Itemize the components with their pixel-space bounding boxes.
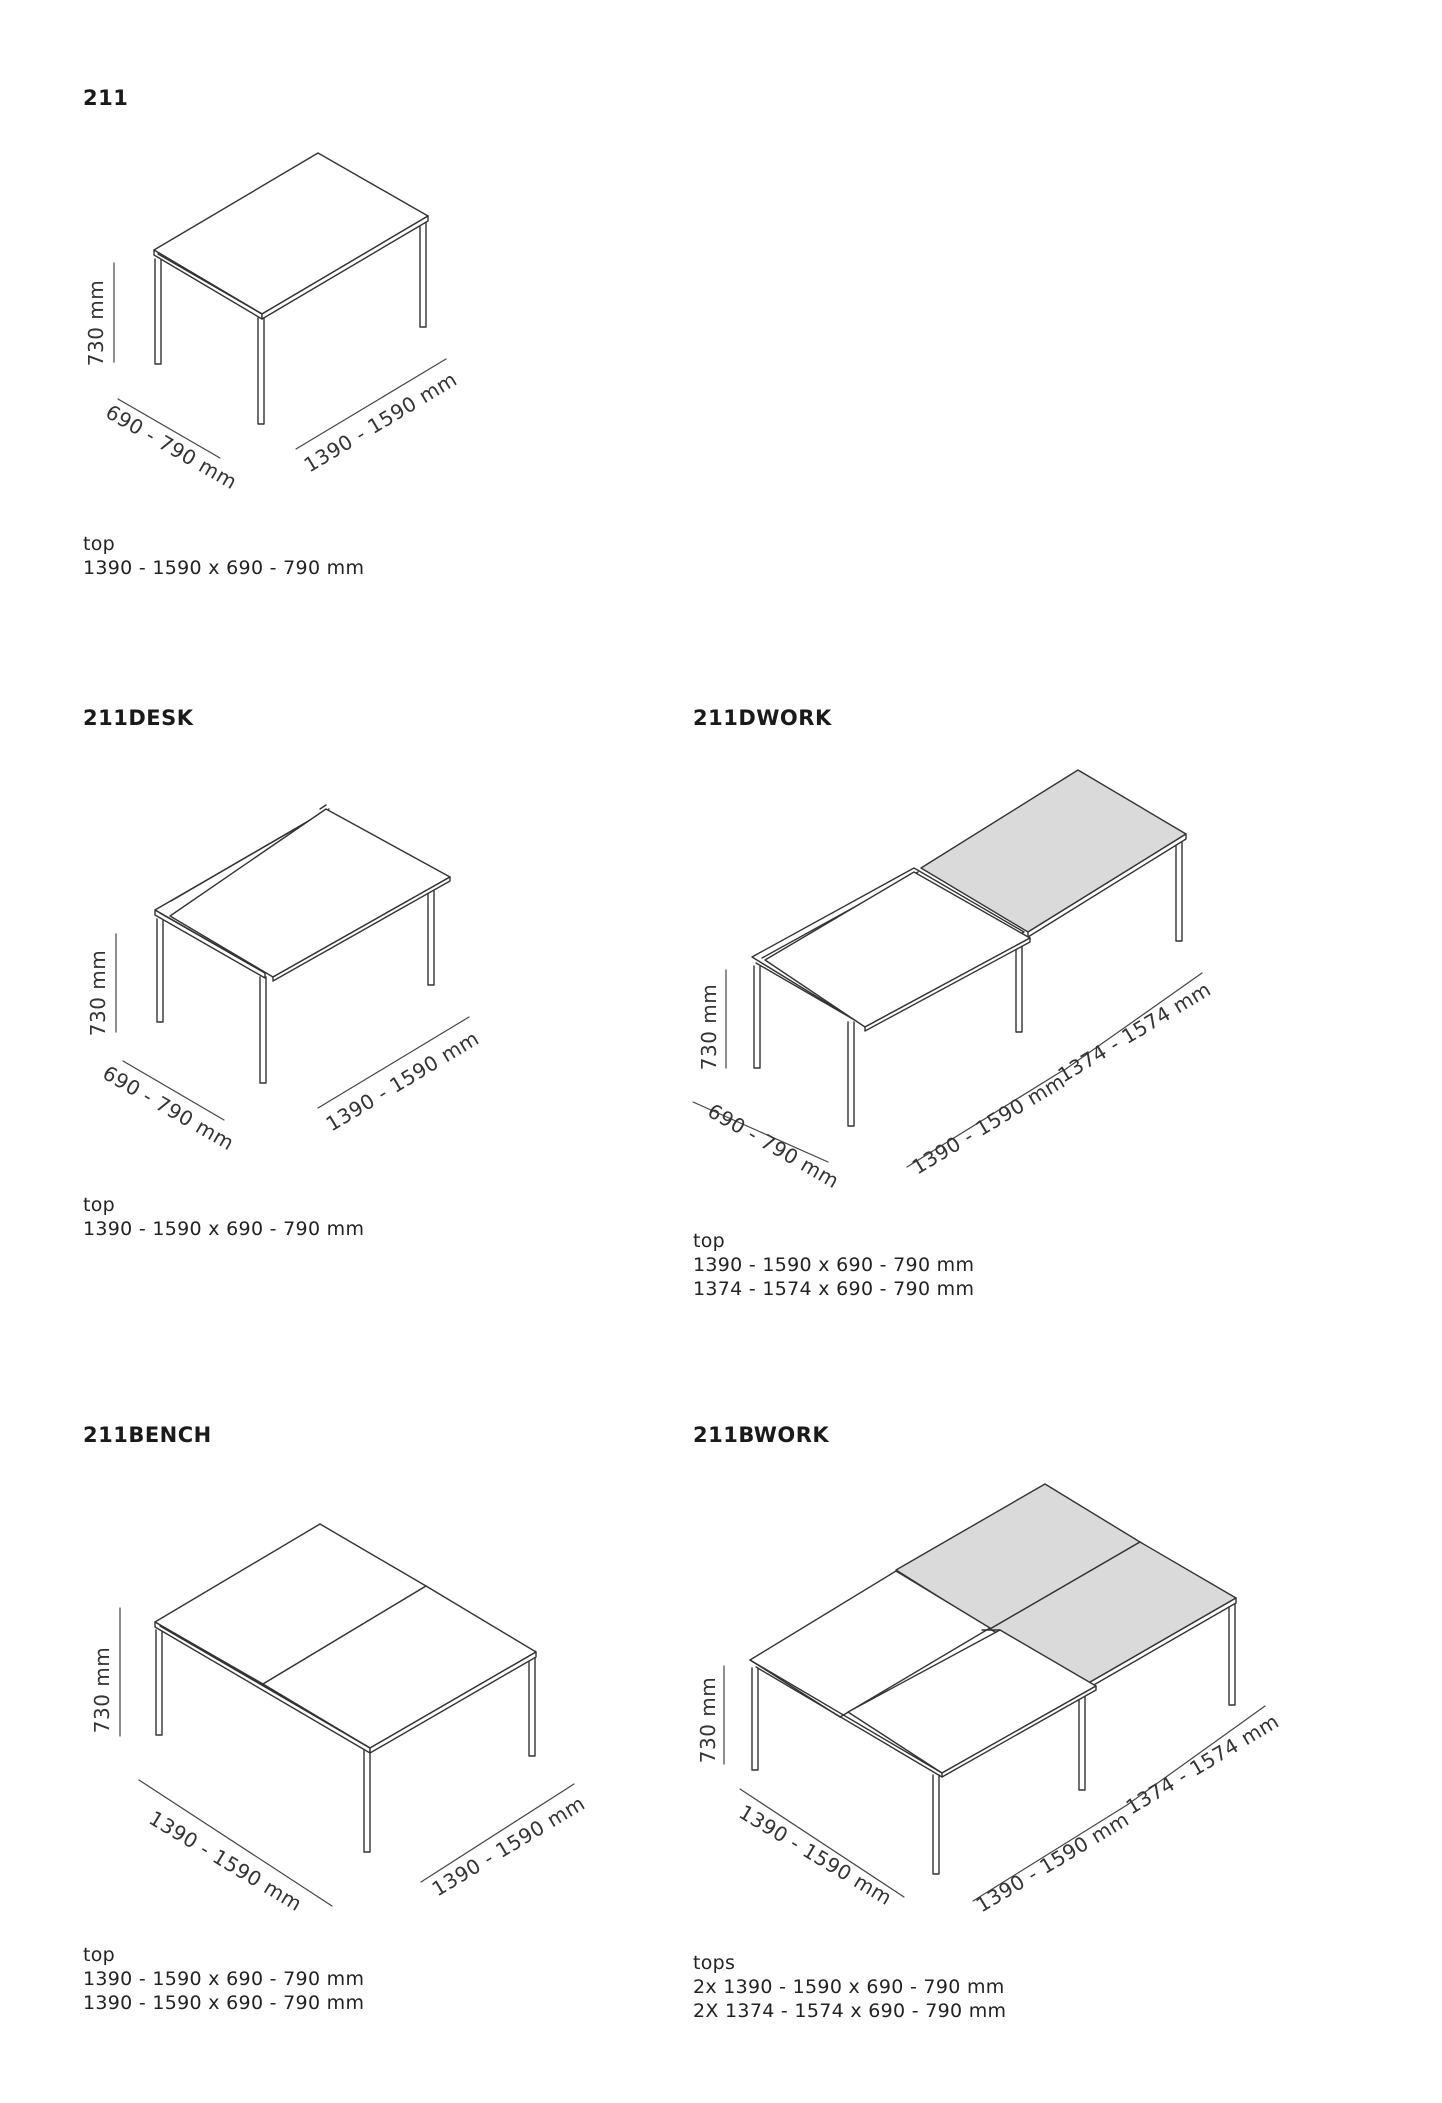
section-title-211dwork: 211DWORK bbox=[693, 706, 832, 730]
dim-width: 1390 - 1590 mm bbox=[907, 1068, 1070, 1180]
spec-line: 1374 - 1574 x 690 - 790 mm bbox=[693, 1278, 975, 1300]
spec-line: 1390 - 1590 x 690 - 790 mm bbox=[83, 1968, 365, 1990]
table-211dwork-drawing bbox=[693, 770, 1215, 1193]
dim-depth: 690 - 790 mm bbox=[101, 399, 242, 495]
spec-label: top bbox=[83, 1944, 116, 1966]
spec-line: 1390 - 1590 x 690 - 790 mm bbox=[693, 1254, 975, 1276]
spec-line: 2x 1390 - 1590 x 690 - 790 mm bbox=[693, 1976, 1005, 1998]
spec-label: tops bbox=[693, 1952, 736, 1974]
dim-height: 730 mm bbox=[696, 1676, 720, 1764]
table-211desk-sliding-top bbox=[170, 809, 450, 977]
table-211-drawing bbox=[84, 153, 461, 494]
section-title-211: 211 bbox=[83, 86, 129, 110]
dim-width: 1390 - 1590 mm bbox=[971, 1806, 1134, 1918]
dim-width: 1390 - 1590 mm bbox=[299, 366, 462, 478]
dim-height: 730 mm bbox=[84, 279, 108, 367]
spec-label: top bbox=[83, 1194, 116, 1216]
dim-width: 1390 - 1590 mm bbox=[321, 1025, 484, 1137]
spec-line: 1390 - 1590 x 690 - 790 mm bbox=[83, 557, 365, 579]
spec-line: 1390 - 1590 x 690 - 790 mm bbox=[83, 1992, 365, 2014]
dim-depth: 1390 - 1590 mm bbox=[734, 1799, 897, 1911]
dim-width: 1390 - 1590 mm bbox=[427, 1790, 590, 1902]
spec-line: 1390 - 1590 x 690 - 790 mm bbox=[83, 1218, 365, 1240]
dim-depth: 1390 - 1590 mm bbox=[144, 1805, 307, 1917]
dim-height: 730 mm bbox=[697, 983, 721, 1071]
section-title-211desk: 211DESK bbox=[83, 706, 194, 730]
dim-height: 730 mm bbox=[86, 949, 110, 1037]
table-211desk-drawing bbox=[86, 805, 483, 1155]
dim-depth: 690 - 790 mm bbox=[703, 1098, 844, 1194]
section-title-211bwork: 211BWORK bbox=[693, 1423, 830, 1447]
dim-width-extension: 1374 - 1574 mm bbox=[1053, 976, 1216, 1088]
spec-line: 2X 1374 - 1574 x 690 - 790 mm bbox=[693, 2000, 1007, 2022]
section-title-211bench: 211BENCH bbox=[83, 1423, 212, 1447]
table-211-top bbox=[154, 153, 428, 314]
dim-depth: 690 - 790 mm bbox=[98, 1060, 239, 1156]
table-211bench-drawing bbox=[90, 1524, 589, 1916]
table-211dwork-dimensions bbox=[693, 970, 1215, 1193]
spec-label: top bbox=[83, 533, 116, 555]
spec-label: top bbox=[693, 1230, 726, 1252]
dim-height: 730 mm bbox=[90, 1646, 114, 1734]
table-211bwork-drawing bbox=[696, 1484, 1283, 1917]
dim-width-extension: 1374 - 1574 mm bbox=[1121, 1708, 1284, 1820]
